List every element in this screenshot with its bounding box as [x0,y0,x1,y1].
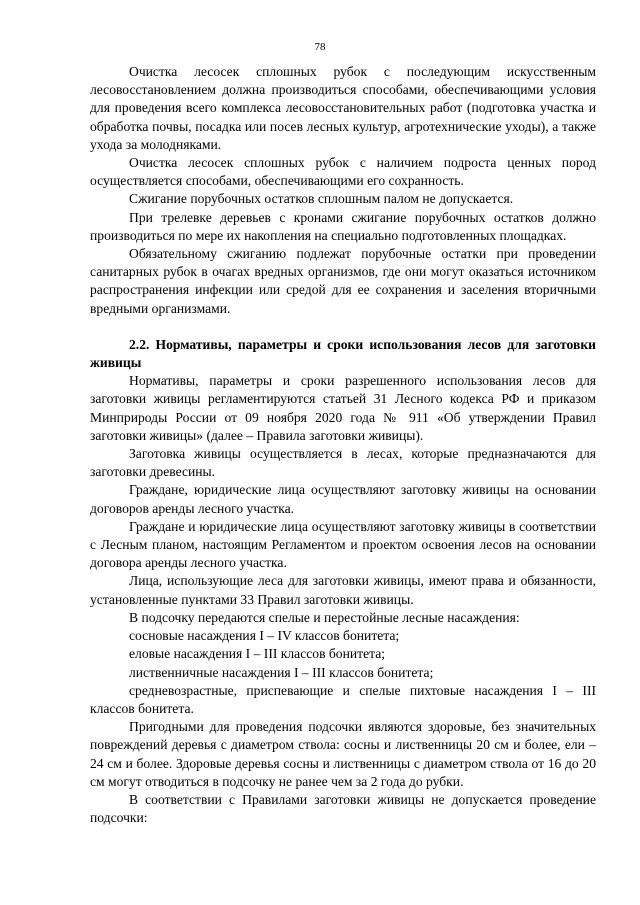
list-item: лиственничные насаждения I – III классов бонитета; [129,664,434,680]
document-body [90,63,596,827]
paragraph: Очистка лесосек сплошных рубок с последующим искусственным лесовосстановлением должна производиться способами, обеспечивающими условия для проведения всего комплекса лесовосстановительных работ (подготовка участка и обработка почвы, посадка или посев лесных культур, агротехнические уходы), а также ухода за молодняками. [90,64,596,152]
paragraph: В подсочку передаются спелые и перестойные лесные насаждения: [129,609,520,625]
paragraph: Граждане, юридические лица осуществляют заготовку живицы на основании договоров аренды лесного участка. [90,482,596,516]
paragraph: Граждане и юридические лица осуществляют заготовку живицы в соответствии с Лесным планом, настоящим Регламентом и проектом освоения лесов на основании договора аренды лесного участка. [90,518,596,571]
paragraph: В соответствии с Правилами заготовки живицы не допускается проведение подсочки: [90,791,596,826]
paragraph: Нормативы, параметры и сроки разрешенного использования лесов для заготовки живицы регламентируются статьей 31 Лесного кодекса РФ и приказом Минприроды России от 09 ноября 2020 года № 911 «Об утверждении Правил заготовки живицы» (далее – Правила заготовки живицы). [90,373,596,443]
page-number: 78 [314,41,326,53]
paragraph: Пригодными для проведения подсочки являются здоровые, без значительных повреждений деревья с диаметром ствола: сосны и лиственницы 20 см и более, ели – 24 см и более. Здоровые деревья сосны и лиственницы с диаметром ствола от 16 до 20 см могут отводиться в подсочку не ранее чем за 2 года до рубки. [90,719,596,789]
paragraph: Очистка лесосек сплошных рубок с наличием подроста ценных пород осуществляется способами, обеспечивающими его сохранность. [90,155,596,189]
paragraph: Сжигание порубочных остатков сплошным палом не допускается. [129,191,514,207]
list-item: еловые насаждения I – III классов бонитета; [129,646,386,662]
section-heading: 2.2. Нормативы, параметры и сроки использования лесов для заготовки живицы [90,336,596,371]
list-item: средневозрастные, приспевающие и спелые пихтовые насаждения I – III классов бонитета. [90,682,596,716]
list-item: сосновые насаждения I – IV классов бонитета; [129,628,400,644]
paragraph: Лица, использующие леса для заготовки живицы, имеют права и обязанности, установленные пунктами 33 Правил заготовки живицы. [90,573,596,607]
paragraph: При трелевке деревьев с кронами сжигание порубочных остатков должно производиться по мере их накопления на специально подготовленных площадках. [90,209,596,243]
paragraph: Заготовка живицы осуществляется в лесах, которые предназначаются для заготовки древесины. [90,446,596,480]
paragraph: Обязательному сжиганию подлежат порубочные остатки при проведении санитарных рубок в очагах вредных организмов, где они могут оказаться источником распространения инфекции или средой для ее сохранения и заселения вторичными вредными организмами. [90,246,596,316]
